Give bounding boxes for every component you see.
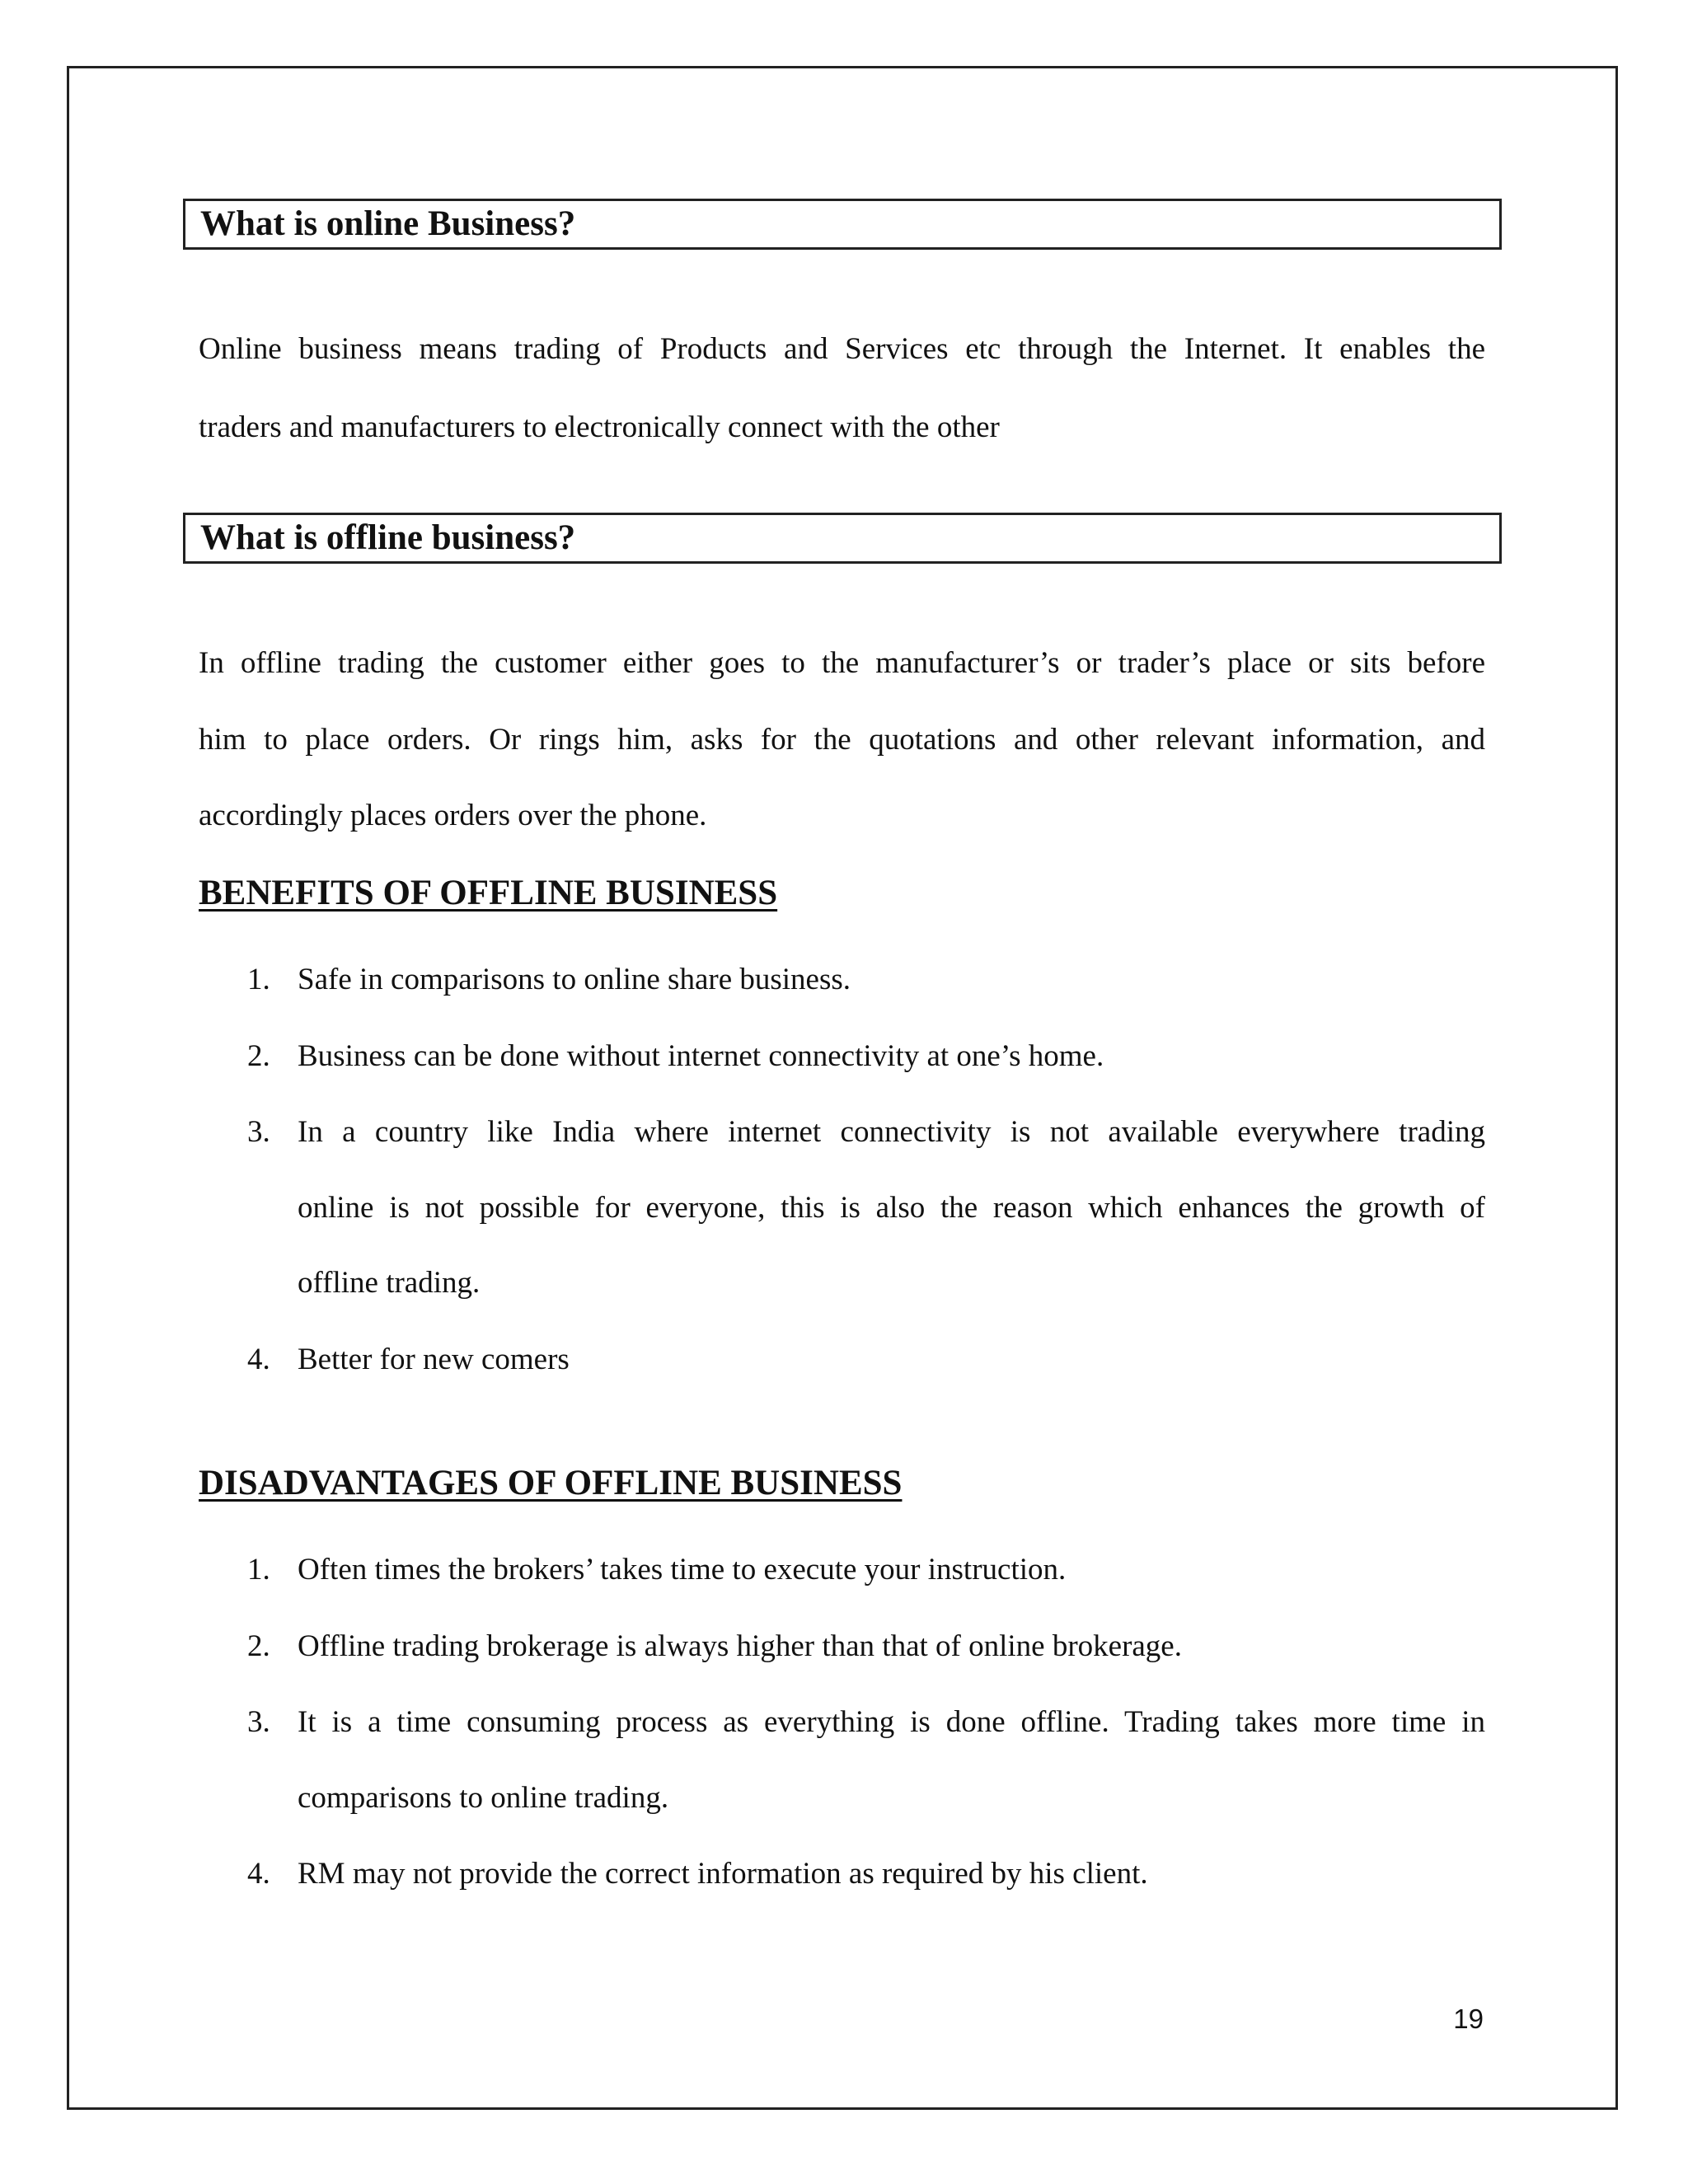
offline-paragraph-line-2: him to place orders. Or rings him, asks for the quotations and other relevant information, and — [199, 723, 1485, 757]
benefit-3-text-line-1: In a country like India where internet connectivity is not available everywhere trading — [298, 1115, 1485, 1149]
disadvantage-3-text-line-1: It is a time consuming process as everything is done offline. Trading takes more time in — [298, 1705, 1485, 1739]
disadvantage-3-text-line-2: comparisons to online trading. — [298, 1781, 669, 1815]
disadvantage-4-number: 4. — [247, 1857, 270, 1891]
benefit-1-text: Safe in comparisons to online share business. — [298, 963, 851, 996]
disadvantage-4-text: RM may not provide the correct information as required by his client. — [298, 1857, 1148, 1891]
disadvantage-3-number: 3. — [247, 1705, 270, 1739]
benefit-3-text-line-3: offline trading. — [298, 1266, 481, 1300]
benefit-3-number: 3. — [247, 1115, 270, 1149]
online-paragraph-line-1: Online business means trading of Products and Services etc through the Internet. It enables the — [199, 332, 1485, 366]
benefit-1-number: 1. — [247, 963, 270, 996]
heading-online-business: What is online Business? — [183, 199, 1502, 250]
disadvantages-title: DISADVANTAGES OF OFFLINE BUSINESS — [199, 1464, 903, 1502]
benefit-2-text: Business can be done without internet connectivity at one’s home. — [298, 1039, 1104, 1073]
offline-paragraph-line-3: accordingly places orders over the phone. — [199, 799, 707, 832]
benefits-title: BENEFITS OF OFFLINE BUSINESS — [199, 874, 778, 912]
disadvantage-2-number: 2. — [247, 1629, 270, 1663]
disadvantage-1-number: 1. — [247, 1553, 270, 1586]
disadvantage-1-text: Often times the brokers’ takes time to execute your instruction. — [298, 1553, 1067, 1586]
online-paragraph-line-2: traders and manufacturers to electronically connect with the other — [199, 410, 1000, 444]
disadvantage-2-text: Offline trading brokerage is always higher than that of online brokerage. — [298, 1629, 1182, 1663]
benefit-4-text: Better for new comers — [298, 1343, 570, 1376]
benefit-2-number: 2. — [247, 1039, 270, 1073]
benefit-3-text-line-2: online is not possible for everyone, this is also the reason which enhances the growth of — [298, 1191, 1485, 1225]
benefit-4-number: 4. — [247, 1343, 270, 1376]
heading-offline-business: What is offline business? — [183, 513, 1502, 564]
offline-paragraph-line-1: In offline trading the customer either goes to the manufacturer’s or trader’s place or sits before — [199, 646, 1485, 680]
page-number: 19 — [1453, 2004, 1484, 2034]
